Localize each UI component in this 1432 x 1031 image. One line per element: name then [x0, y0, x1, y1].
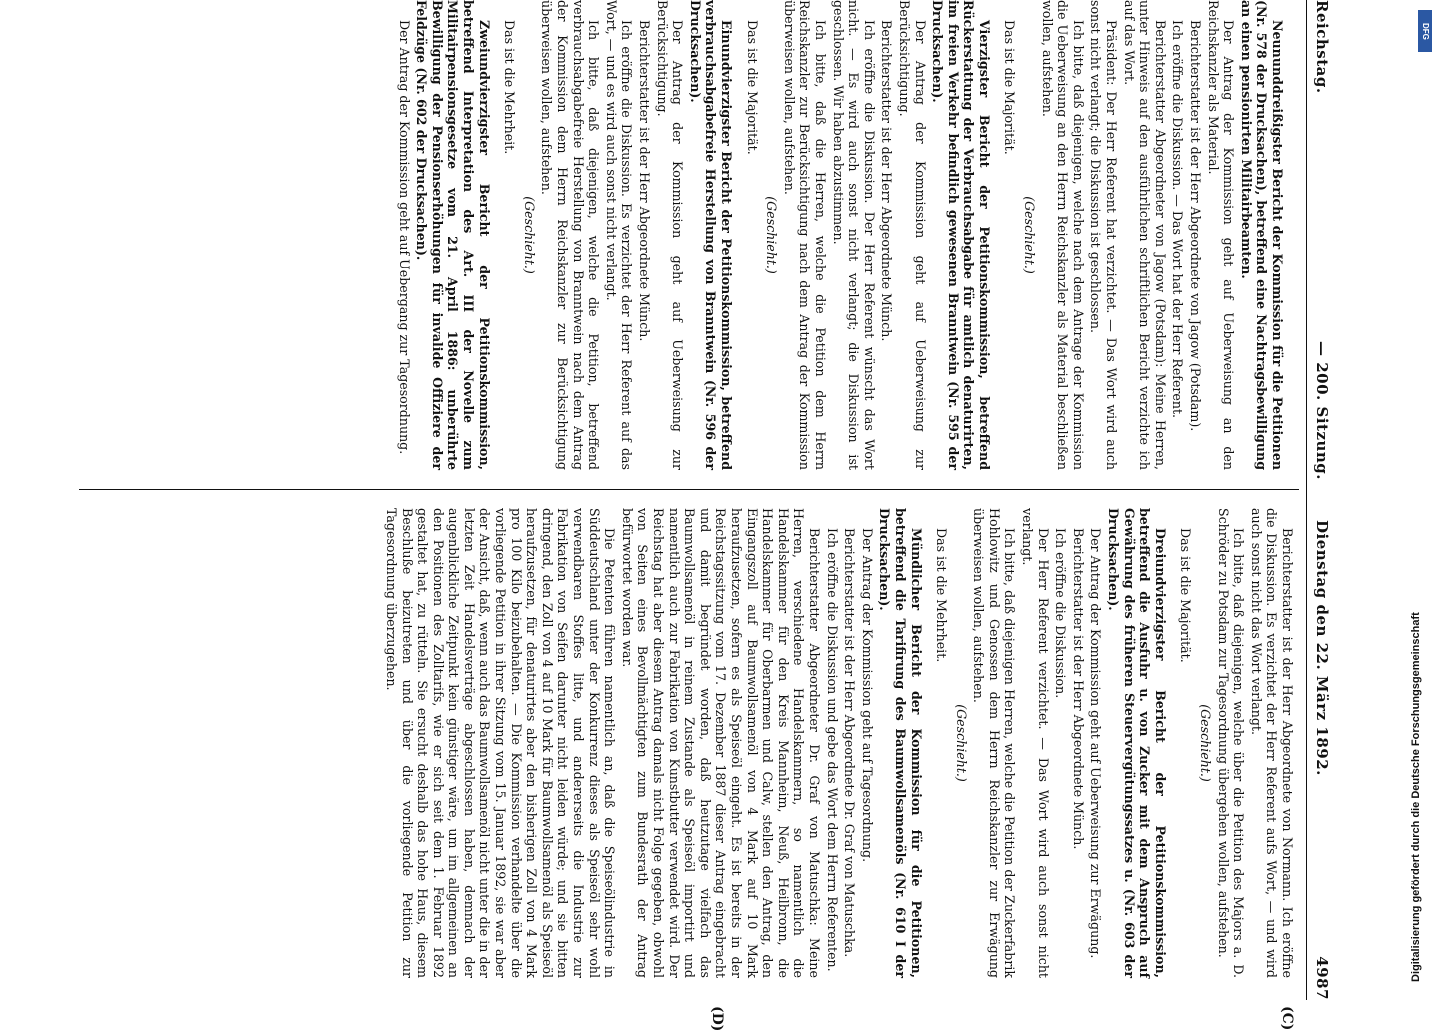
- paragraph: Berichterstatter ist der Herr Abgeordnete Dr. Graf von Matuschka.: [842, 528, 858, 958]
- margin-mark-d: (D): [709, 1006, 725, 1031]
- section-heading: Zweiundvierzigster Bericht der Petitionskommission, betreffend Interpretation des Art. III der Novelle zum Militairpensionsgesetze vom 21. April 1886: unberührte Bewilligung der Pensionserhöhungen für invalide Offiziere der Feldzüge (Nr. 602 der Drucksachen).: [414, 0, 492, 470]
- header-publication: Reichstag.: [1313, 0, 1331, 94]
- paragraph: Das ist die Mehrheit.: [502, 20, 518, 155]
- section-heading: Vierzigster Bericht der Petitionskommission, betreffend Rückerstattung der Verbrauchsabgabe für amtlich denaturirten, im freien Verkehr befindlich gewesenen Branntwein (Nr. 595 der Drucksachen).: [930, 0, 992, 470]
- stage-direction: (Geschieht.): [953, 704, 969, 782]
- paragraph: Der Antrag der Kommission geht auf Ueberweisung zur Erwägung.: [1088, 528, 1104, 959]
- document-page: [65, 0, 1365, 1031]
- header-page-number: 4987: [1313, 956, 1331, 1000]
- paragraph: Ich eröffne die Diskussion und gebe das Wort dem Herrn Referenten.: [824, 528, 840, 972]
- paragraph: Der Antrag der Kommission geht auf Uebergang zur Tagesordnung.: [396, 20, 412, 455]
- section-heading: Neununddreißigster Bericht der Kommission für die Petitionen (Nr. 578 der Drucksachen), betreffend eine Nachtragsbewilligung an einen pensionirten Militairbeamten.: [1238, 0, 1285, 470]
- paragraph: Präsident: Der Herr Referent hat verzichtet. — Das Wort wird auch sonst nicht verlangt; die Diskussion ist geschlossen.: [1088, 0, 1120, 470]
- paragraph: Ich bitte, daß diejenigen, welche über die Petition des Majors a. D. Schröder zu Potsdam zur Tagesordnung übergehen wollen, aufstehen.: [1215, 508, 1247, 978]
- right-text-column: [381, 508, 1295, 978]
- paragraph: Das ist die Majorität.: [1178, 528, 1194, 663]
- stage-direction: (Geschieht.): [764, 196, 780, 274]
- paragraph: Berichterstatter ist der Herr Abgeordnete von Normann. Ich eröffne die Diskussion. Es verzichtet der Herr Referent aufs Wort, — und wird auch sonst nicht das Wort verlangt.: [1248, 508, 1295, 978]
- digitization-credit: Digitalisierung gefördert durch die Deutsche Forschungsgemeinschaft: [1410, 612, 1422, 982]
- paragraph: Das ist die Majorität.: [1002, 20, 1018, 155]
- paragraph: Berichterstatter ist der Herr Abgeordnete Münch.: [1070, 528, 1086, 850]
- paragraph: Ich bitte, daß diejenigen Herren, welche die Petition der Zuckerfabrik Hohlowitz und Genossen dem Herrn Reichskanzler zur Erwägung überweisen wollen, aufstehen.: [971, 508, 1018, 978]
- stage-direction: (Geschieht.): [1198, 704, 1214, 782]
- paragraph: Ich eröffne die Diskussion. Der Herr Referent wünscht das Wort nicht. — Es wird auch sonst nicht verlangt; die Diskussion ist geschlossen. Wir haben abzustimmen.: [830, 0, 877, 470]
- header-left: [1313, 0, 1331, 480]
- header-date: Dienstag den 22. März 1892.: [1313, 520, 1331, 776]
- header-right: [1313, 520, 1331, 1000]
- paragraph: Berichterstatter Abgeordneter von Jagow (Potsdam): Meine Herren, unter Hinweis auf den ausführlichen schriftlichen Bericht verzichte ich auf das Wort.: [1121, 0, 1168, 470]
- paragraph: Ich eröffne die Diskussion. — Das Wort hat der Herr Referent.: [1170, 20, 1186, 419]
- section-heading: Einundvierzigster Bericht der Petitionskommission, betreffend verbrauchsabgabefreie Herstellung von Branntwein (Nr. 596 der Drucksachen).: [687, 0, 734, 470]
- paragraph: Der Antrag der Kommission geht auf Tagesordnung.: [859, 528, 875, 863]
- paragraph: Ich eröffne die Diskussion.: [1053, 528, 1069, 699]
- margin-mark-c: (C): [1279, 1006, 1295, 1031]
- header-rule: [1306, 0, 1307, 1000]
- column-divider: [79, 489, 1299, 490]
- paragraph: Ich bitte, daß diejenigen, welche nach dem Antrage der Kommission die Ueberweisung an den Herrn Reichskanzler als Material beschließen wollen, aufstehen.: [1039, 0, 1086, 470]
- paragraph: Der Antrag der Kommission geht auf Ueberweisung zur Berücksichtigung.: [654, 0, 686, 470]
- paragraph: Berichterstatter Abgeordneter Dr. Graf von Matuschka: Meine Herren, verschiedene Handelskammern, so namentlich die Handelskammer für den Kreis Mannheim, Neuß, Heilbronn, die Handelskammer für Oberbarmen und Calw, stellen den Antrag, den Eingangszoll auf Baumwollsamenöl von 4 Mark auf 10 Mark heraufzusetzen, sofern es als Speiseöl eingeht. Es ist bereits in der Reichstagssitzung vom 17. Dezember 1887 dieser Antrag eingebracht und damit begründet worden, daß heutzutage vielfach das Baumwollsamenöl in reinem Zustande als Speiseöl importirt und namentlich auch zur Fabrikation von Kunstbutter verwendet wird. Der Reichstag hat aber diesem Antrag damals nicht Folge gegeben, obwohl von Seiten eines Bevollmächtigten zum Bundesrath der Antrag befürwortet worden war.: [619, 508, 822, 978]
- paragraph: Der Antrag der Kommission geht auf Ueberweisung an den Reichskanzler als Material.: [1205, 0, 1237, 470]
- stage-direction: (Geschieht.): [1022, 196, 1038, 274]
- paragraph: Ich bitte, daß diejenigen, welche die Petition, betreffend verbrauchsabgabefreie Herstellung von Branntwein nach dem Antrag der Kommission dem Herrn Reichskanzler zur Berücksichtigung überweisen wollen, aufstehen.: [539, 0, 602, 470]
- paragraph: Die Petenten führen namentlich an, daß die Speiseölindustrie in Süddeutschland unter der Konkurrenz dieses als Speiseöl sehr wohl verwendbaren Stoffes litte, und andererseits die Industrie zur Fabrikation von Seifen darunter nicht leiden würde; und sie bitten dringend, den Zoll von 4 auf 10 Mark für Baumwollsamenöl als Speiseöl heraufzusetzen, für denaturirtes aber den bisherigen Zoll von 4 Mark pro 100 Kilo beizubehalten. — Die Kommission verhandelte über die vorliegende Petition in ihrer Sitzung vom 15. Januar 1892, sie war aber der Ansicht, daß, wenn auch das Baumwollsamenöl nicht unter die in der letzten Zeit Handelsverträge abgeschlossen haben, demnach der augenblickliche Zeitpunkt kein günstiger wäre, um im allgemeinen an den Positionen des Zolltarifs, wie er sich seit dem 1. Februar 1892 gestaltet hat, zu rütteln. Sie ersucht deshalb das hohe Haus, diesem Beschluße beizutreten und über die vorliegende Petition zur Tagesordnung überzugehen.: [383, 508, 618, 978]
- paragraph: Berichterstatter ist der Herr Abgeordnete von Jagow (Potsdam).: [1188, 20, 1204, 432]
- section-heading: Dreiundvierzigster Bericht der Petitionskommission, betreffend die Ausfuhr u. von Zucker mit dem Anspruch auf Gewährung des früheren Steuervergütungssatzes u. (Nr. 603 der Drucksachen).: [1106, 508, 1168, 978]
- paragraph: Berichterstatter ist der Herr Abgeordnete Münch.: [637, 20, 653, 342]
- dfg-logo: DFG: [1418, 10, 1432, 52]
- left-text-column: [394, 0, 1295, 470]
- paragraph: Berichterstatter ist der Herr Abgeordnete Münch.: [879, 20, 895, 342]
- stage-direction: (Geschieht.): [521, 196, 537, 274]
- paragraph: Der Antrag der Kommission geht auf Ueberweisung zur Berücksichtigung.: [896, 0, 928, 470]
- header-session: — 200. Sitzung.: [1313, 341, 1331, 480]
- paragraph: Das ist die Majorität.: [744, 20, 760, 155]
- paragraph: Ich bitte, daß die Herren, welche die Petition dem Herrn Reichskanzler zur Berücksichtigung nach dem Antrag der Kommission überweisen wollen, aufstehen.: [781, 0, 828, 470]
- section-heading: Mündlicher Bericht der Kommission für die Petitionen, betreffend die Tarifirung des Baumwollsamenöls (Nr. 610 I der Drucksachen).: [877, 508, 924, 978]
- paragraph: Ich eröffne die Diskussion. Es verzichtet der Herr Referent auf das Wort, — und es wird auch sonst nicht verlangt.: [603, 0, 635, 470]
- paragraph: Der Herr Referent verzichtet. — Das Wort wird auch sonst nicht verlangt.: [1020, 508, 1051, 978]
- page-header: [1313, 0, 1343, 1000]
- paragraph: Das ist die Mehrheit.: [934, 528, 950, 663]
